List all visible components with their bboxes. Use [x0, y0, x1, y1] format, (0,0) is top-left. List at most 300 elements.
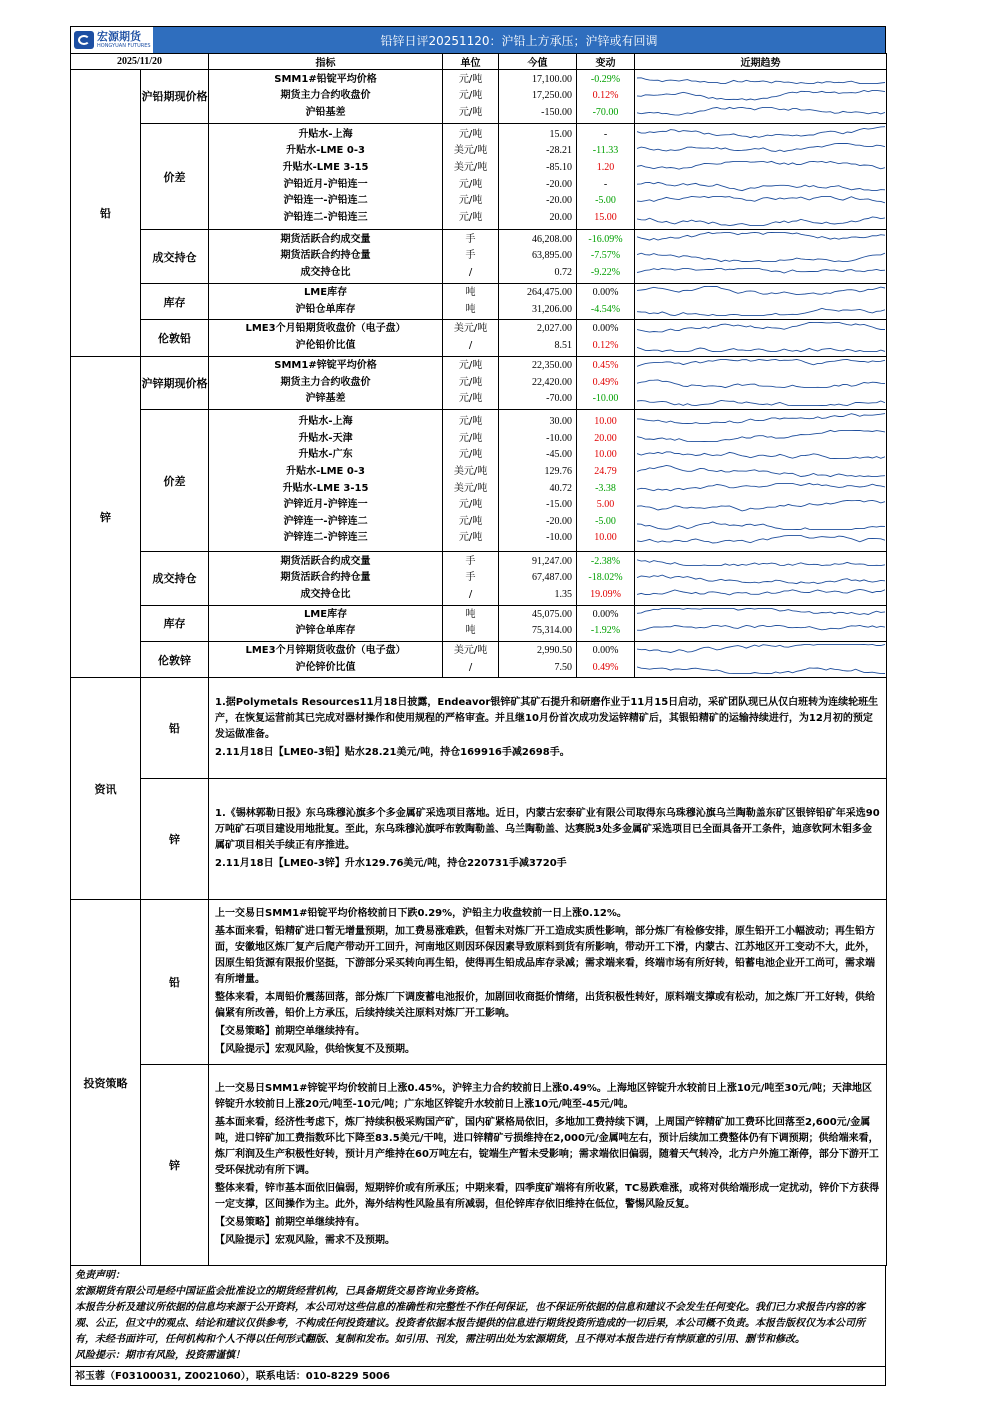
trend — [635, 463, 886, 481]
strategy-zinc-content — [209, 1065, 887, 1266]
indicator-name: 沪铅连一-沪铅连二 — [283, 195, 368, 207]
sparkline-path — [637, 182, 885, 190]
strategy-lead-para: 整体来看，本周铅价震荡回落，部分炼厂下调废蓄电池报价，加剧回收商挺价情绪，出货积极性转好，原料端支撑或有松动，加之炼厂开工好转，供给偏紧有所改善，铅价上方承压，后续持续关注原料对炼厂开工影响。 — [215, 992, 876, 1020]
today-value: -20.00 — [546, 515, 573, 527]
sparkline-path — [637, 400, 885, 405]
trend-sparkline — [637, 267, 885, 281]
trend — [635, 70, 886, 88]
zinc-group-label: 伦敦锌 — [141, 642, 209, 678]
report-header — [70, 26, 886, 53]
risk-warning: 风险提示：期市有风险，投资需谨慎！ — [75, 1350, 245, 1362]
lead-group-label: 成交持仓 — [141, 230, 209, 284]
change-value: 10.00 — [594, 416, 617, 428]
trend — [635, 410, 886, 428]
sparkline-path — [637, 575, 885, 584]
trend — [635, 498, 886, 516]
unit: 美元/吨 — [453, 161, 488, 173]
trend — [635, 587, 886, 605]
indicator-name: 升贴水-LME 3-15 — [282, 161, 369, 173]
change-value: 0.12% — [592, 339, 619, 351]
zinc-group-label: 沪锌期现价格 — [141, 356, 209, 410]
sparkline-path — [637, 644, 885, 652]
unit: 元/吨 — [458, 416, 483, 428]
trend — [635, 516, 886, 534]
indicator-name: 沪伦铅价比值 — [295, 339, 356, 351]
sparkline-path — [637, 608, 885, 614]
zinc-group-row — [71, 605, 887, 641]
unit: / — [468, 267, 473, 279]
change-value: 0.00% — [592, 323, 619, 335]
lead-group-row — [71, 284, 887, 320]
today-value-cell — [499, 642, 577, 678]
today-value: 46,208.00 — [532, 233, 573, 245]
unit: 元/吨 — [458, 515, 483, 527]
change-value-cell — [577, 230, 635, 284]
trend-sparkline — [637, 303, 885, 317]
trend — [635, 230, 886, 248]
strategy-category: 投资策略 — [71, 900, 141, 1266]
change-value: 0.49% — [592, 376, 619, 388]
indicator-name-cell — [209, 230, 443, 284]
indicator-name-cell — [209, 642, 443, 678]
unit: 吨 — [465, 625, 476, 637]
today-value: 1.35 — [554, 588, 573, 600]
analyst-contact: 祁玉蓉（F03100031, Z0021060），联系电话：010-8229 5006 — [70, 1367, 886, 1386]
trend-sparkline — [637, 285, 885, 299]
trend — [635, 660, 886, 678]
unit: 美元/吨 — [453, 482, 488, 494]
news-lead-item: 2.11月18日【LME0-3铅】贴水28.21美元/吨，持仓169916手减2698手。 — [215, 747, 570, 759]
unit: / — [468, 661, 473, 673]
disclaimer-title: 免责声明： — [75, 1270, 125, 1282]
indicator-name: 升贴水-上海 — [298, 416, 353, 428]
change-value-cell — [577, 123, 635, 230]
unit: 手 — [465, 233, 476, 245]
strategy-zinc-para: 上一交易日SMM1#锌锭平均价较前日上涨0.45%，沪锌主力合约较前日上涨0.49%。上海地区锌锭升水较前日上涨10元/吨至30元/吨；天津地区锌锭升水较前日上涨20元/吨至-10元/吨；广东地区锌锭升水较前日上涨10元/吨至-45元/吨。 — [215, 1083, 872, 1111]
trend-cell — [635, 230, 887, 284]
trend-sparkline — [637, 571, 885, 585]
trend-sparkline — [637, 446, 885, 460]
trend-sparkline — [637, 321, 885, 335]
trend-sparkline — [637, 607, 885, 621]
trend — [635, 481, 886, 499]
trend-cell — [635, 123, 887, 230]
sparkline-path — [637, 217, 885, 226]
indicator-name: 沪锌仓单库存 — [295, 625, 356, 637]
unit-cell — [443, 552, 499, 606]
trend — [635, 212, 886, 230]
trend — [635, 88, 886, 106]
indicator-name: 升贴水-LME 3-15 — [282, 482, 369, 494]
today-value: 15.00 — [549, 128, 573, 140]
change-value: - — [603, 128, 608, 140]
sparkline-path — [637, 430, 885, 441]
unit: 元/吨 — [458, 532, 483, 544]
disclaimer-text: 本报告分析及建议所依据的信息均来源于公开资料，本公司对这些信息的准确性和完整性不作任何保证，也不保证所依据的信息和建议不会发生任何变化。我们已力求报告内容的客观、公正，但文中的观点、结论和建议仅供参考，不构成任何投资建议。投资者依据本报告提供的信息进行期货投资所造成的一切后果，本公司概不负责。本报告版权仅为本公司所有，未经书面许可，任何机构和个人不得以任何形式翻版、复制和发布。如引用、刊发，需注明出处为宏源期货，且不得对本报告进行有悖原意的引用、删节和修改。 — [75, 1302, 865, 1346]
indicator-name: LME库存 — [303, 608, 348, 620]
trend-sparkline — [637, 661, 885, 675]
trend-sparkline — [637, 142, 885, 156]
trend — [635, 374, 886, 392]
zinc-group-label: 成交持仓 — [141, 552, 209, 606]
trend-cell — [635, 642, 887, 678]
trend-sparkline — [637, 125, 885, 139]
unit: 手 — [465, 555, 476, 567]
indicator-name: 期货活跃合约持仓量 — [280, 250, 371, 262]
lead-group-row — [71, 320, 887, 356]
logo-icon — [74, 31, 94, 49]
today-value: 264,475.00 — [527, 287, 573, 299]
today-value: 22,350.00 — [532, 360, 573, 371]
zinc-group-row — [71, 552, 887, 606]
strategy-lead-content — [209, 900, 887, 1065]
sparkline-path — [637, 287, 885, 295]
unit: 元/吨 — [458, 432, 483, 444]
unit: 美元/吨 — [453, 645, 488, 656]
indicator-name-cell — [209, 284, 443, 320]
today-value: -150.00 — [541, 106, 573, 118]
today-value: -10.00 — [546, 532, 573, 544]
sparkline-path — [637, 144, 885, 152]
unit: 元/吨 — [458, 73, 483, 85]
trend-sparkline — [637, 464, 885, 478]
indicator-name: 期货活跃合约持仓量 — [280, 572, 371, 584]
strategy-zinc-para: 整体来看，锌市基本面依旧偏弱，短期锌价或有所承压；中期来看，四季度矿端将有所收紧，TC易跌难涨，或将对供给端形成一定扰动，锌价下方获得一定支撑，区间操作为主。此外，海外结构性风险虽有所减弱，但伦锌库存依旧维持在低位，警惕风险反复。 — [215, 1183, 880, 1211]
trend — [635, 194, 886, 212]
sparkline-path — [637, 590, 885, 596]
unit: 手 — [465, 572, 476, 584]
trend — [635, 124, 886, 142]
news-lead-item: 1.据Polymetals Resources11月18日披露，Endeavor银锌矿其矿石提升和研磨作业于11月15日启动，采矿团队现已从仅白班转为连续轮班生产，在恢复运营前其已完成对器材操作和使用规程的严格审查。并且继10月份首次成功发运锌精矿后，其银铅精矿的运输持续进行，为12月初的预定发运做准备。 — [215, 697, 879, 741]
zinc-group-label: 价差 — [141, 410, 209, 552]
header-today: 今值 — [499, 54, 577, 70]
trend — [635, 428, 886, 446]
lead-group-label: 伦敦铅 — [141, 320, 209, 356]
today-value: 17,250.00 — [532, 90, 573, 102]
sparkline-path — [637, 501, 885, 512]
change-value-cell — [577, 320, 635, 356]
indicator-name-cell — [209, 552, 443, 606]
unit: 元/吨 — [458, 106, 483, 118]
sparkline-path — [637, 268, 885, 273]
indicator-name: 沪伦锌价比值 — [295, 661, 356, 673]
sparkline-path — [637, 108, 885, 116]
lead-group-row — [71, 230, 887, 284]
today-value: 129.76 — [544, 466, 573, 478]
disclaimer — [70, 1266, 886, 1367]
indicator-name-cell — [209, 356, 443, 410]
unit: 元/吨 — [458, 128, 483, 140]
strategy-lead-label: 铅 — [141, 900, 209, 1065]
today-value: 0.72 — [554, 267, 573, 279]
strategy-zinc-para: 【风险提示】宏观风险，需求不及预期。 — [215, 1235, 396, 1247]
strategy-zinc-para: 【交易策略】前期空单继续持有。 — [215, 1217, 366, 1229]
today-value: -20.00 — [546, 195, 573, 207]
news-zinc-label: 锌 — [141, 779, 209, 900]
unit-cell — [443, 605, 499, 641]
today-value-cell — [499, 284, 577, 320]
unit: 元/吨 — [458, 195, 483, 207]
sparkline-path — [637, 78, 885, 84]
unit: 手 — [465, 250, 476, 262]
trend-sparkline — [637, 375, 885, 389]
today-value: 8.51 — [554, 339, 573, 351]
change-value-cell — [577, 70, 635, 124]
sparkline-path — [637, 560, 885, 566]
header-unit: 单位 — [443, 54, 499, 70]
trend — [635, 338, 886, 356]
today-value: 2,990.50 — [537, 645, 573, 656]
indicator-name: 沪铅基差 — [305, 106, 346, 118]
trend-sparkline — [637, 393, 885, 407]
strategy-lead-row — [71, 900, 887, 1065]
trend-sparkline — [637, 553, 885, 567]
trend-cell — [635, 70, 887, 124]
trend-cell — [635, 605, 887, 641]
unit: 元/吨 — [458, 90, 483, 102]
change-value: 15.00 — [594, 211, 617, 223]
strategy-lead-para: 【交易策略】前期空单继续持有。 — [215, 1026, 366, 1038]
indicator-name: 沪锌连一-沪锌连二 — [283, 515, 368, 527]
indicator-name: 沪锌近月-沪锌连一 — [283, 499, 368, 511]
change-value: -70.00 — [592, 106, 619, 118]
trend — [635, 248, 886, 266]
unit: 美元/吨 — [453, 145, 488, 157]
strategy-lead-para: 上一交易日SMM1#铅锭平均价格较前日下跌0.29%，沪铅主力收盘较前一日上涨0.12%。 — [215, 908, 627, 920]
indicator-name: LME3个月铅期货收盘价（电子盘） — [245, 323, 406, 335]
sparkline-path — [637, 126, 885, 137]
today-value: 20.00 — [549, 211, 573, 223]
today-value-cell — [499, 70, 577, 124]
strategy-lead-para: 基本面来看，铅精矿进口暂无增量预期，加工费易涨难跌，但暂未对炼厂开工造成实质性影响，部分炼厂有检修安排，原生铅开工小幅波动；再生铅方面，安徽地区炼厂复产后爬产带动开工回升，河南地区则因环保因素导致原料到货有所影响，带动开工下滑，内蒙古、江苏地区开工变动不大，此外，因原生铅货源有限报价坚挺，下游部分采买转向再生铅，使得再生铅成品库存录减；需求端来看，终端市场有所好转，铅蓄电池企业开工尚可，需求端有所增量。 — [215, 926, 876, 986]
data-table — [70, 53, 887, 1266]
change-value: 0.00% — [592, 645, 619, 656]
change-value: 1.20 — [596, 161, 615, 173]
sparkline-path — [637, 233, 885, 241]
sparkline-path — [637, 359, 885, 366]
report-title: 铅锌日评20251120：沪铅上方承压；沪锌或有回调 — [153, 27, 885, 53]
change-value: 24.79 — [594, 466, 617, 478]
trend — [635, 552, 886, 570]
today-value: 63,895.00 — [532, 250, 573, 262]
today-value: 31,206.00 — [532, 303, 573, 315]
zinc-category: 锌 — [71, 356, 141, 678]
indicator-name: LME3个月锌期货收盘价（电子盘） — [245, 645, 406, 656]
today-value: -45.00 — [546, 449, 573, 461]
indicator-name: 升贴水-广东 — [298, 449, 353, 461]
news-lead-content — [209, 678, 887, 779]
unit-cell — [443, 642, 499, 678]
trend — [635, 177, 886, 195]
today-value-cell — [499, 123, 577, 230]
sparkline-path — [637, 536, 885, 544]
sparkline-path — [637, 666, 885, 673]
logo-en: HONGYUAN FUTURES — [97, 43, 151, 49]
trend-cell — [635, 284, 887, 320]
indicator-name: SMM1#锌锭平均价格 — [274, 360, 377, 371]
trend-sparkline — [637, 160, 885, 174]
change-value: -11.33 — [592, 145, 619, 157]
strategy-zinc-row — [71, 1065, 887, 1266]
trend — [635, 623, 886, 641]
today-value-cell — [499, 356, 577, 410]
indicator-name: 期货活跃合约成交量 — [280, 555, 371, 567]
indicator-name-cell — [209, 123, 443, 230]
lead-group-row — [71, 123, 887, 230]
report-page — [70, 26, 886, 1386]
change-value: 20.00 — [594, 432, 617, 444]
today-value-cell — [499, 230, 577, 284]
change-value: -16.09% — [588, 233, 623, 245]
trend — [635, 141, 886, 159]
news-category: 资讯 — [71, 678, 141, 900]
indicator-name: 期货主力合约收盘价 — [280, 90, 371, 102]
unit: 元/吨 — [458, 360, 483, 371]
change-value: -5.00 — [595, 195, 616, 207]
trend-sparkline — [637, 195, 885, 209]
news-lead-label: 铅 — [141, 678, 209, 779]
disclaimer-text: 宏源期货有限公司是经中国证监会批准设立的期货经营机构，已具备期货交易咨询业务资格。 — [75, 1286, 485, 1298]
indicator-name: LME库存 — [303, 287, 348, 299]
change-value-cell — [577, 642, 635, 678]
unit: 吨 — [465, 303, 476, 315]
indicator-name: 升贴水-上海 — [298, 128, 353, 140]
indicator-name-cell — [209, 410, 443, 552]
sparkline-path — [637, 161, 885, 169]
change-value: -4.54% — [590, 303, 621, 315]
change-value: -3.38 — [595, 482, 616, 494]
indicator-name: 期货主力合约收盘价 — [280, 376, 371, 388]
unit: / — [468, 339, 473, 351]
today-value: -20.00 — [546, 178, 573, 190]
change-value-cell — [577, 605, 635, 641]
indicator-name: SMM1#铅锭平均价格 — [274, 73, 377, 85]
today-value-cell — [499, 552, 577, 606]
today-value: -10.00 — [546, 432, 573, 444]
lead-category: 铅 — [71, 70, 141, 357]
news-lead-row — [71, 678, 887, 779]
indicator-name: 沪铅仓单库存 — [295, 303, 356, 315]
sparkline-path — [637, 483, 885, 490]
today-value: 91,247.00 — [532, 555, 573, 567]
unit: 元/吨 — [458, 393, 483, 405]
unit: 元/吨 — [458, 376, 483, 388]
unit: 元/吨 — [458, 449, 483, 461]
lead-group-label: 价差 — [141, 123, 209, 230]
trend — [635, 159, 886, 177]
today-value-cell — [499, 320, 577, 356]
trend-sparkline — [637, 624, 885, 638]
change-value: -1.92% — [590, 625, 621, 637]
trend-cell — [635, 552, 887, 606]
sparkline-path — [637, 414, 885, 424]
trend-sparkline — [637, 339, 885, 353]
today-value: -70.00 — [546, 393, 573, 405]
trend — [635, 266, 886, 284]
change-value: - — [603, 178, 608, 190]
change-value: -5.00 — [595, 515, 616, 527]
change-value: -7.57% — [590, 250, 621, 262]
change-value: -2.38% — [590, 555, 621, 567]
sparkline-path — [637, 197, 885, 203]
today-value: 45,075.00 — [532, 608, 573, 620]
trend — [635, 392, 886, 410]
trend-sparkline — [637, 517, 885, 531]
news-zinc-item: 1.《锡林郭勒日报》东乌珠穆沁旗多个多金属矿采选项目落地。近日，内蒙古宏泰矿业有限公司取得东乌珠穆沁旗乌兰陶勒盖东矿区银锌铅矿年采选90万吨矿石项目建设用地批复。至此，东乌珠穆沁旗呼布敦陶勒盖、乌兰陶勒盖、达赛脱3处多金属矿采选项目已全面具备开工条件，迪彦钦阿木钼多金属矿项目相关手续正有序推进。 — [215, 808, 880, 852]
trend-cell — [635, 320, 887, 356]
today-value: -28.21 — [546, 145, 573, 157]
indicator-name: 升贴水-LME 0-3 — [286, 466, 365, 478]
indicator-name: 沪铅连二-沪铅连三 — [283, 211, 368, 223]
unit: 吨 — [465, 608, 476, 620]
news-zinc-content — [209, 779, 887, 900]
today-value: 30.00 — [549, 416, 573, 428]
header-indicator: 指标 — [209, 54, 443, 70]
today-value: 22,420.00 — [532, 376, 573, 388]
trend-sparkline — [637, 534, 885, 548]
trend — [635, 320, 886, 338]
change-value: 10.00 — [594, 532, 617, 544]
header-change: 变动 — [577, 54, 635, 70]
header-trend: 近期趋势 — [635, 54, 887, 70]
today-value-cell — [499, 605, 577, 641]
change-value-cell — [577, 410, 635, 552]
change-value: 0.45% — [592, 360, 619, 371]
zinc-group-row — [71, 642, 887, 678]
change-value: 10.00 — [594, 449, 617, 461]
trend-sparkline — [637, 499, 885, 513]
today-value: 67,487.00 — [532, 572, 573, 584]
sparkline-path — [637, 90, 885, 100]
unit-cell — [443, 230, 499, 284]
trend-sparkline — [637, 178, 885, 192]
report-date: 2025/11/20 — [71, 54, 209, 70]
trend — [635, 105, 886, 123]
indicator-name: 沪锌连二-沪锌连三 — [283, 532, 368, 544]
trend-sparkline — [637, 588, 885, 602]
sparkline-path — [637, 308, 885, 315]
sparkline-path — [637, 380, 885, 388]
change-value: 0.49% — [592, 661, 619, 673]
trend — [635, 445, 886, 463]
trend-sparkline — [637, 358, 885, 372]
indicator-name: 期货活跃合约成交量 — [280, 233, 371, 245]
news-zinc-row — [71, 779, 887, 900]
trend — [635, 606, 886, 624]
change-value: -9.22% — [590, 267, 621, 279]
metal-table-body — [71, 70, 887, 678]
trend — [635, 284, 886, 302]
today-value: 17,100.00 — [532, 73, 573, 85]
unit-cell — [443, 320, 499, 356]
sparkline-path — [637, 522, 885, 530]
change-value: 5.00 — [596, 499, 615, 511]
change-value: 0.00% — [592, 287, 619, 299]
today-value: 40.72 — [549, 482, 573, 494]
indicator-name: 成交持仓比 — [300, 588, 351, 600]
change-value: -18.02% — [588, 572, 623, 584]
trend-sparkline — [637, 643, 885, 657]
lead-group-label: 库存 — [141, 284, 209, 320]
logo-cn: 宏源期货 — [97, 30, 141, 43]
sparkline-path — [637, 323, 885, 333]
indicator-name: 沪锌基差 — [305, 393, 346, 405]
strategy-zinc-para: 基本面来看，经济性考虑下，炼厂持续积极采购国产矿，国内矿紧格局依旧，多地加工费持续下调，上周国产锌精矿加工费环比回落至2,600元/金属吨，进口锌矿加工费指数环比下降至83.5美元/干吨，进口锌精矿亏损维持在2,000元/金属吨左右，预计后续加工费整体仍有下调预期；供给端来看，炼厂利润及生产积极性好转，预计月产维持在60万吨左右，锭端生产暂未受影响；需求端依旧偏弱，随着天气转冷，北方户外施工渐停，部分下游开工受环保扰动有所下调。 — [215, 1117, 879, 1177]
indicator-name: 升贴水-天津 — [298, 432, 353, 444]
unit: 元/吨 — [458, 211, 483, 223]
trend — [635, 570, 886, 588]
change-value: 0.12% — [592, 90, 619, 102]
